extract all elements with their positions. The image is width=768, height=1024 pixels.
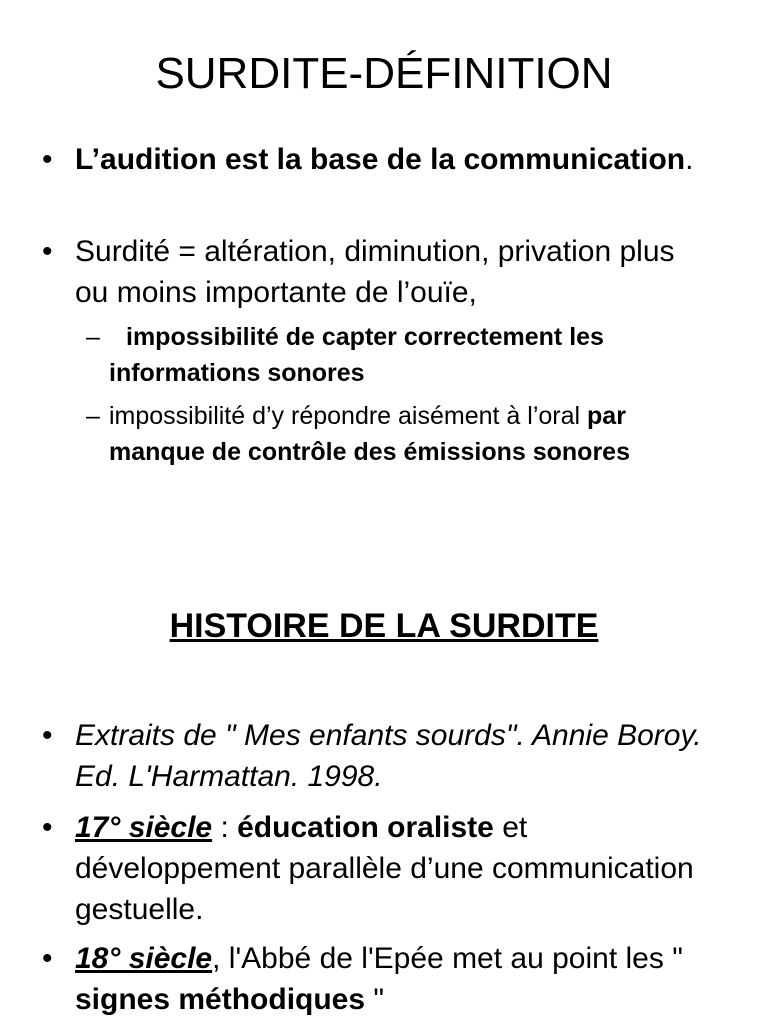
century-17-separator: :	[212, 811, 238, 844]
sub-bullet-dash: –	[86, 323, 100, 351]
education-oraliste-text: éducation oraliste	[237, 811, 494, 844]
slide-title: SURDITE-DÉFINITION	[155, 49, 613, 98]
bullet-audition	[42, 139, 715, 180]
century-18-label: 18° siècle	[75, 942, 213, 975]
capter-bold-text: impossibilité de capter correctement les informations sonores	[109, 323, 604, 387]
bullet-dot: •	[42, 235, 53, 268]
signes-methodiques-text: signes méthodiques	[75, 983, 366, 1016]
sub-bullet-repondre	[86, 398, 719, 470]
extraits-italic-text: Extraits de " Mes enfants sourds". Annie Boroy. Ed. L'Harmattan. 1998.	[75, 719, 702, 793]
sub-bullet-capter	[86, 319, 719, 391]
bullet-extraits	[42, 715, 715, 797]
bullet-17-siecle	[42, 807, 715, 930]
bullet-dot: •	[42, 942, 53, 975]
surdite-definition-text: Surdité = altération, diminution, privation plus ou moins importante de l’ouïe,	[75, 235, 675, 309]
sub-bullet-dash: –	[86, 402, 100, 430]
repondre-plain-text: impossibilité d’y répondre aisément à l’oral	[109, 402, 588, 430]
bullet-dot: •	[42, 719, 53, 752]
century-17-rest: et développement parallèle d’une communication gestuelle.	[75, 811, 694, 926]
bullet-surdite-definition	[42, 231, 715, 313]
century-18-rest: , l'Abbé de l'Epée met au point les "	[212, 942, 683, 975]
century-17-label: 17° siècle	[75, 811, 213, 844]
bullet-dot: •	[42, 143, 53, 176]
bullet-dot: •	[42, 811, 53, 844]
audition-period: .	[685, 143, 694, 176]
century-18-end: "	[365, 983, 385, 1016]
history-title: HISTOIRE DE LA SURDITE	[169, 607, 599, 645]
bullet-18-siecle	[42, 938, 715, 1020]
repondre-bold-text: par manque de contrôle des émissions sonores	[109, 402, 630, 466]
audition-bold-text: L’audition est la base de la communication	[75, 143, 686, 176]
